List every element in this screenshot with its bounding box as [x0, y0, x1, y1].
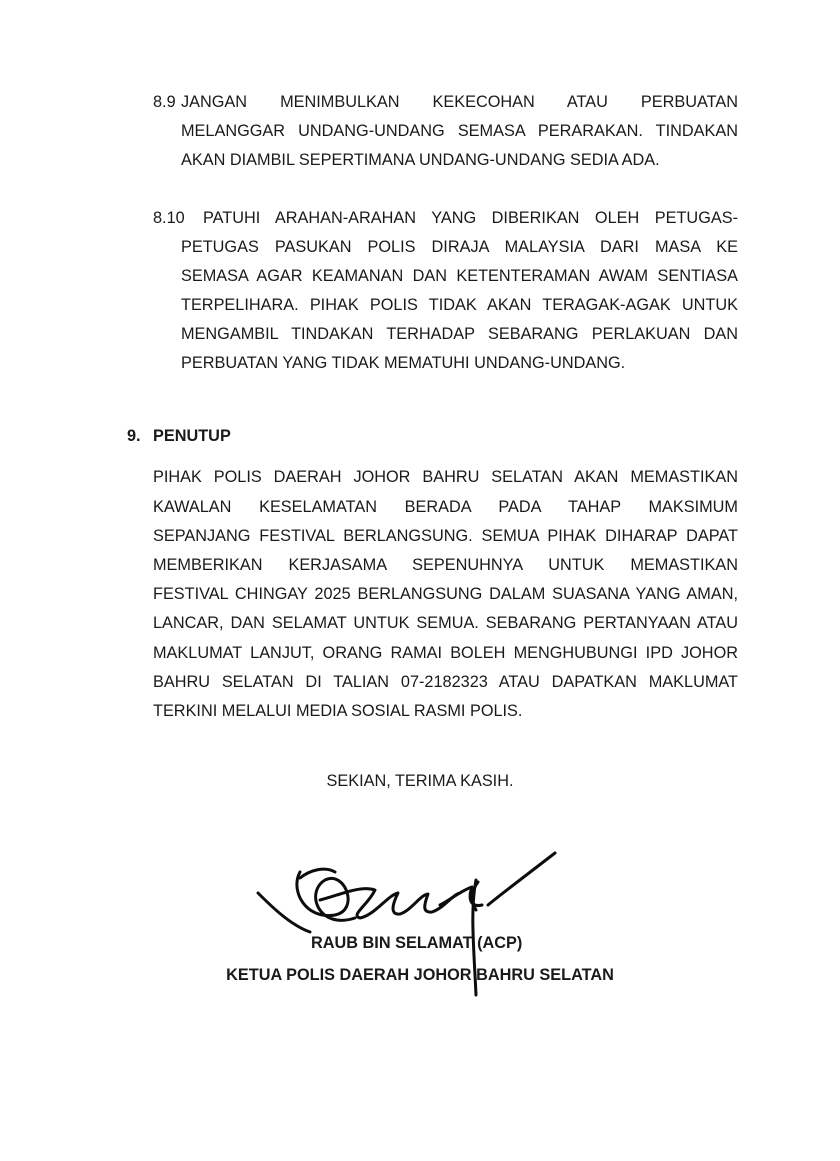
section-9-line: BAHRU SELATAN DI TALIAN 07-2182323 ATAU DAPATKAN MAKLUMAT: [153, 673, 738, 691]
item-8-9-line: JANGAN MENIMBULKAN KEKECOHAN ATAU PERBUATAN: [181, 93, 738, 111]
section-9-line: KAWALAN KESELAMATAN BERADA PADA TAHAP MAKSIMUM: [153, 498, 738, 516]
section-9-number: 9.: [127, 427, 141, 445]
item-8-10-line: PATUHI ARAHAN-ARAHAN YANG DIBERIKAN OLEH PETUGAS-: [203, 209, 738, 227]
section-9-line: MAKLUMAT LANJUT, ORANG RAMAI BOLEH MENGHUBUNGI IPD JOHOR: [153, 644, 738, 662]
section-9-line: MEMBERIKAN KERJASAMA SEPENUHNYA UNTUK MEMASTIKAN: [153, 556, 738, 574]
signatory-name: RAUB BIN SELAMAT (ACP): [311, 934, 523, 952]
item-8-10-line: PERBUATAN YANG TIDAK MEMATUHI UNDANG-UNDANG.: [181, 354, 626, 372]
section-9-line: LANCAR, DAN SELAMAT UNTUK SEMUA. SEBARANG PERTANYAAN ATAU: [153, 614, 738, 632]
item-8-9-line: AKAN DIAMBIL SEPERTIMANA UNDANG-UNDANG SEDIA ADA.: [181, 151, 660, 169]
item-8-10-number: 8.10: [153, 209, 185, 227]
section-9-title: PENUTUP: [153, 427, 231, 445]
item-8-10-line: TERPELIHARA. PIHAK POLIS TIDAK AKAN TERAGAK-AGAK UNTUK: [181, 296, 738, 314]
item-8-9-line: MELANGGAR UNDANG-UNDANG SEMASA PERARAKAN. TINDAKAN: [181, 122, 738, 140]
item-8-9-number: 8.9: [153, 93, 176, 111]
item-8-10-line: PETUGAS PASUKAN POLIS DIRAJA MALAYSIA DARI MASA KE: [181, 238, 738, 256]
section-9-line: SEPANJANG FESTIVAL BERLANGSUNG. SEMUA PIHAK DIHARAP DAPAT: [153, 527, 738, 545]
section-9-line: FESTIVAL CHINGAY 2025 BERLANGSUNG DALAM SUASANA YANG AMAN,: [153, 585, 738, 603]
item-8-10-line: SEMASA AGAR KEAMANAN DAN KETENTERAMAN AWAM SENTIASA: [181, 267, 738, 285]
section-9-line: PIHAK POLIS DAERAH JOHOR BAHRU SELATAN AKAN MEMASTIKAN: [153, 468, 738, 486]
closing-text: SEKIAN, TERIMA KASIH.: [326, 772, 514, 790]
signatory-title: KETUA POLIS DAERAH JOHOR BAHRU SELATAN: [226, 966, 614, 984]
item-8-10-line: MENGAMBIL TINDAKAN TERHADAP SEBARANG PERLAKUAN DAN: [181, 325, 738, 343]
section-9-line: TERKINI MELALUI MEDIA SOSIAL RASMI POLIS.: [153, 702, 523, 720]
